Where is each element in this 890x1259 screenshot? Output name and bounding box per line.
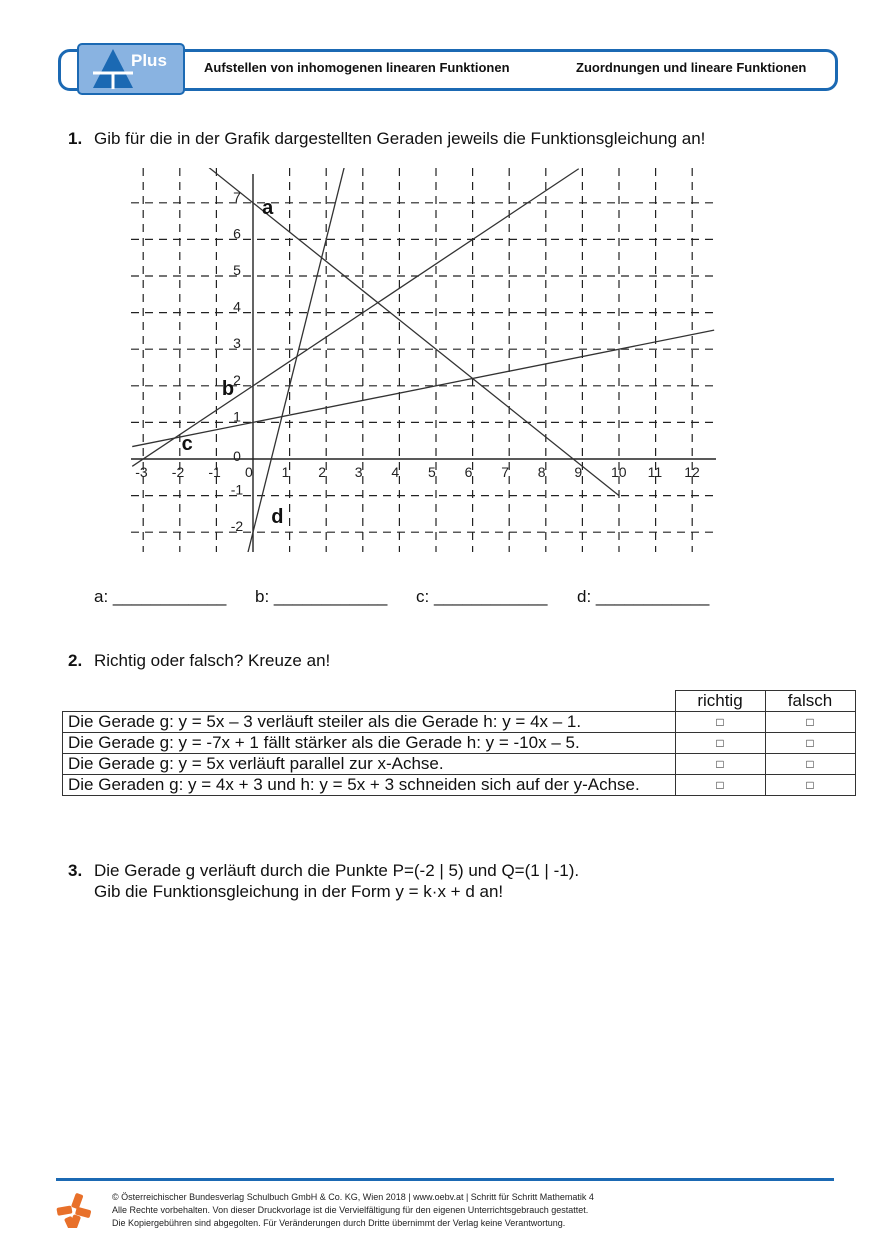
footer-copyright: © Österreichischer Bundesverlag Schulbuch GmbH & Co. KG, Wien 2018 | www.oebv.at | Schritt für Schritt Mathematik 4 — [112, 1192, 594, 1202]
x-tick-label: 8 — [537, 464, 546, 480]
x-tick-label: -2 — [171, 464, 185, 480]
question-3-line-1: Die Gerade g verläuft durch die Punkte P=(-2 | 5) und Q=(1 | -1). — [94, 861, 580, 880]
y-tick-label: -2 — [230, 518, 244, 535]
checkbox-falsch-4[interactable]: □ — [765, 775, 855, 796]
line-b — [132, 169, 579, 467]
y-tick-label: 7 — [233, 188, 241, 205]
checkbox-richtig-3[interactable]: □ — [675, 754, 765, 775]
x-tick-label: 6 — [464, 464, 473, 480]
x-tick-label: 0 — [245, 464, 253, 480]
line-label-a: a — [262, 196, 274, 219]
statement-4: Die Geraden g: y = 4x + 3 und h: y = 5x + 3 schneiden sich auf der y-Achse. — [63, 775, 676, 796]
y-tick-label: 0 — [233, 448, 241, 464]
page-title: Aufstellen von inhomogenen linearen Funktionen — [204, 60, 510, 75]
checkbox-richtig-2[interactable]: □ — [675, 733, 765, 754]
table-header-blank — [63, 691, 676, 712]
x-tick-label: 4 — [391, 464, 400, 480]
question-3-line-2: Gib die Funktionsgleichung in der Form y = k·x + d an! — [94, 882, 504, 901]
statement-3: Die Gerade g: y = 5x verläuft parallel zur x-Achse. — [63, 754, 676, 775]
chart-ticks — [135, 189, 700, 534]
statement-1: Die Gerade g: y = 5x – 3 verläuft steiler als die Gerade h: y = 4x – 1. — [63, 712, 676, 733]
publisher-star-icon — [56, 1192, 92, 1228]
line-label-b: b — [221, 377, 235, 400]
checkbox-richtig-4[interactable]: □ — [675, 775, 765, 796]
question-2-text: Richtig oder falsch? Kreuze an! — [94, 651, 331, 670]
y-tick-label: 5 — [233, 262, 241, 278]
checkbox-falsch-3[interactable]: □ — [765, 754, 855, 775]
x-tick-label: -3 — [135, 464, 148, 480]
question-1-number: 1. — [68, 129, 83, 148]
x-tick-label: -1 — [208, 464, 221, 480]
y-tick-label: 1 — [233, 408, 241, 425]
answer-b[interactable]: b: ____________ — [255, 587, 388, 606]
x-tick-label: 10 — [611, 464, 627, 480]
logo-label: Plus — [131, 51, 167, 70]
footer-divider — [56, 1178, 834, 1181]
chart-line-labels — [182, 197, 284, 528]
checkbox-falsch-2[interactable]: □ — [765, 733, 855, 754]
x-tick-label: 2 — [318, 464, 326, 480]
statement-2: Die Gerade g: y = -7x + 1 fällt stärker als die Gerade h: y = -10x – 5. — [63, 733, 676, 754]
column-falsch: falsch — [765, 691, 855, 712]
x-tick-label: 5 — [428, 464, 436, 480]
chart-series — [132, 93, 714, 554]
footer-disclaimer: Die Kopiergebühren sind abgegolten. Für Veränderungen durch Dritte übernimmt der Verlag keine Verantwortung. — [112, 1218, 566, 1228]
page-topic: Zuordnungen und lineare Funktionen — [576, 60, 807, 75]
checkbox-falsch-1[interactable]: □ — [765, 712, 855, 733]
function-graph — [0, 0, 890, 600]
x-tick-label: 11 — [647, 464, 663, 480]
y-tick-label: -1 — [230, 481, 244, 498]
table-row — [63, 712, 856, 733]
table-header-row — [63, 691, 856, 712]
table-row — [63, 775, 856, 796]
true-false-table — [62, 690, 856, 796]
y-tick-label: 6 — [233, 225, 241, 242]
question-2-number: 2. — [68, 651, 83, 670]
table-row — [63, 733, 856, 754]
y-tick-label: 2 — [233, 371, 241, 388]
answer-c[interactable]: c: ____________ — [416, 587, 548, 606]
x-tick-label: 12 — [684, 464, 700, 480]
x-tick-label: 3 — [354, 464, 363, 480]
x-tick-label: 7 — [501, 464, 509, 480]
x-tick-label: 9 — [574, 464, 583, 480]
footer-rights: Alle Rechte vorbehalten. Von dieser Druckvorlage ist die Vervielfältigung für den eigenen Unterrichtsgebrauch gestattet. — [112, 1205, 589, 1215]
table-row — [63, 754, 856, 775]
answer-a[interactable]: a: ____________ — [94, 587, 227, 606]
line-c — [132, 330, 714, 446]
chart-grid — [131, 168, 716, 552]
question-3-number: 3. — [68, 861, 83, 880]
checkbox-richtig-1[interactable]: □ — [675, 712, 765, 733]
answer-d[interactable]: d: ____________ — [577, 587, 710, 606]
line-label-d: d — [271, 506, 284, 529]
line-label-c: c — [181, 432, 193, 455]
column-richtig: richtig — [675, 691, 765, 712]
question-1-text: Gib für die in der Grafik dargestellten Geraden jeweils die Funktionsgleichung an! — [94, 129, 706, 148]
y-tick-label: 3 — [233, 335, 241, 352]
y-tick-label: 4 — [233, 298, 241, 315]
x-tick-label: 1 — [281, 464, 290, 480]
